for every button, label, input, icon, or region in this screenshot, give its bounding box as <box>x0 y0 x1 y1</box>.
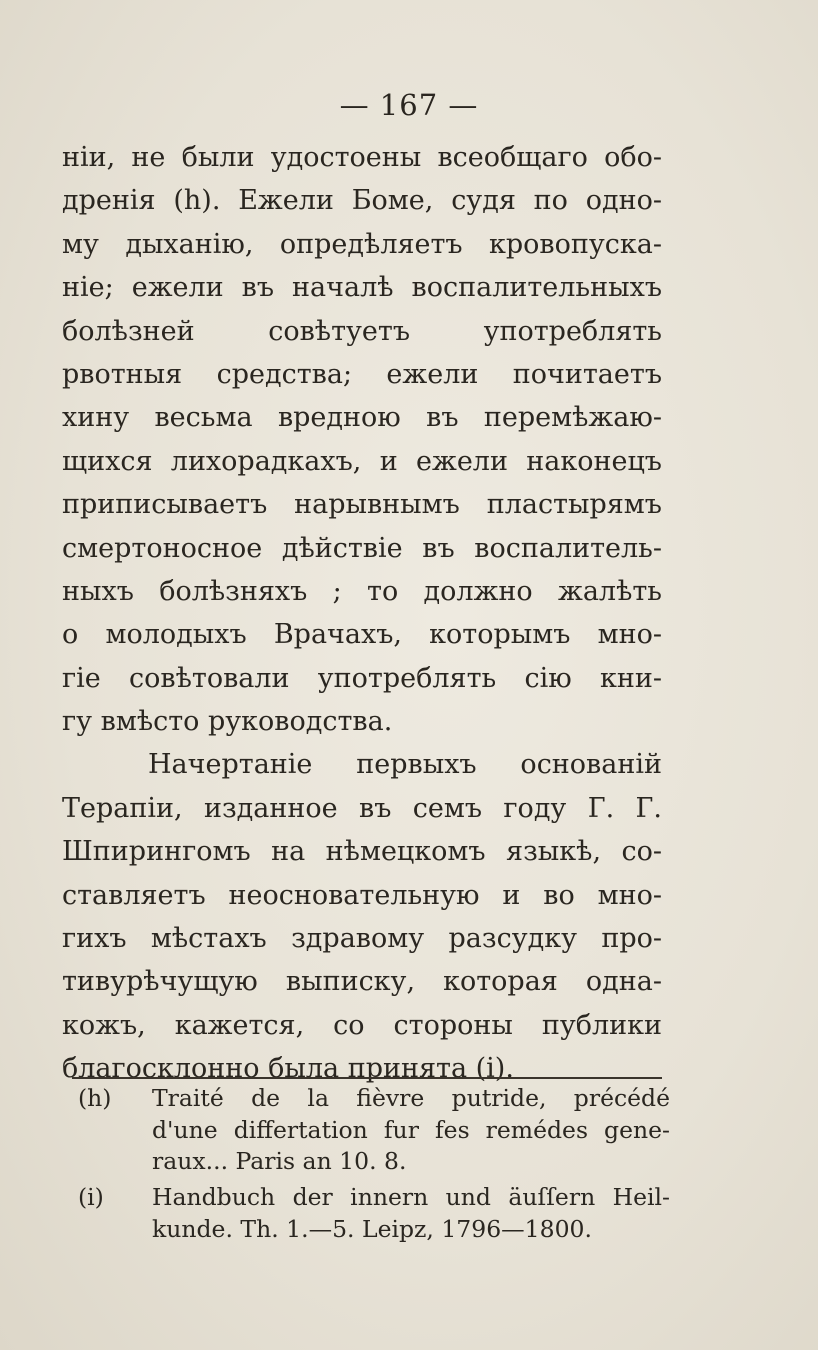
footnote-mark: (i) <box>78 1183 104 1211</box>
text-line: Шпирингомъ на нѣмецкомъ языкѣ, со- <box>62 836 662 868</box>
text-line: ставляетъ неосновательную и во мно- <box>62 879 662 911</box>
text-line: о молодыхъ Врачахъ, которымъ мно- <box>62 619 662 651</box>
text-line: смертоносное дѣйствіе въ воспалитель- <box>62 532 662 564</box>
footnote-line: Traité de la fièvre putride, précédé <box>152 1084 670 1112</box>
text-line: приписываетъ нарывнымъ пластырямъ <box>62 489 662 521</box>
footnote-line: kunde. Th. 1.—5. Leipz, 1796—1800. <box>152 1214 592 1243</box>
text-line: гу вмѣсто руководства. <box>62 706 393 738</box>
text-line: Терапіи, изданное въ семъ году Г. Г. <box>62 792 662 824</box>
footnote-body <box>152 1182 670 1245</box>
footnote-line: raux... Paris an 10. 8. <box>152 1147 407 1175</box>
text-line: гихъ мѣстахъ здравому разсудку про- <box>62 923 662 955</box>
text-line: ныхъ болѣзняхъ ; то должно жалѣть <box>62 575 662 607</box>
text-line: Начертаніе первыхъ основаній <box>148 749 662 781</box>
text-line: хину весьма вредною въ перемѣжаю- <box>62 402 662 434</box>
footnote-divider <box>72 1077 662 1079</box>
text-line: благосклонно была принята (і). <box>62 1053 514 1085</box>
footnote-line: d'une differtation fur fes remédes gene- <box>152 1115 670 1144</box>
text-line: ніи, не были удостоены всеобщаго обо- <box>62 142 662 173</box>
text-line: щихся лихорадкахъ, и ежели наконецъ <box>62 445 662 477</box>
text-line: ніе; ежели въ началѣ воспалительныхъ <box>62 272 662 304</box>
main-text <box>62 136 662 1091</box>
text-line: тивурѣчущую выписку, которая одна- <box>62 966 662 998</box>
text-line: му дыханію, опредѣляетъ кровопуска- <box>62 228 662 260</box>
footnote-h <box>78 1083 670 1178</box>
text-line: дренія (h). Ежели Боме, судя по одно- <box>62 185 662 217</box>
footnote-i <box>78 1182 670 1245</box>
text-line: кожъ, кажется, со стороны публики <box>62 1009 662 1041</box>
footnote-body <box>152 1083 670 1178</box>
footnote-mark: (h) <box>78 1084 112 1112</box>
footnote-line: Handbuch der innern und äuſſern Heil- <box>152 1183 670 1211</box>
text-line: рвотныя средства; ежели почитаетъ <box>62 358 662 390</box>
text-line: болѣзней совѣтуетъ употреблять <box>62 315 662 347</box>
text-line: гіе совѣтовали употреблять сію кни- <box>62 662 662 694</box>
page-number: — 167 — <box>339 88 479 122</box>
